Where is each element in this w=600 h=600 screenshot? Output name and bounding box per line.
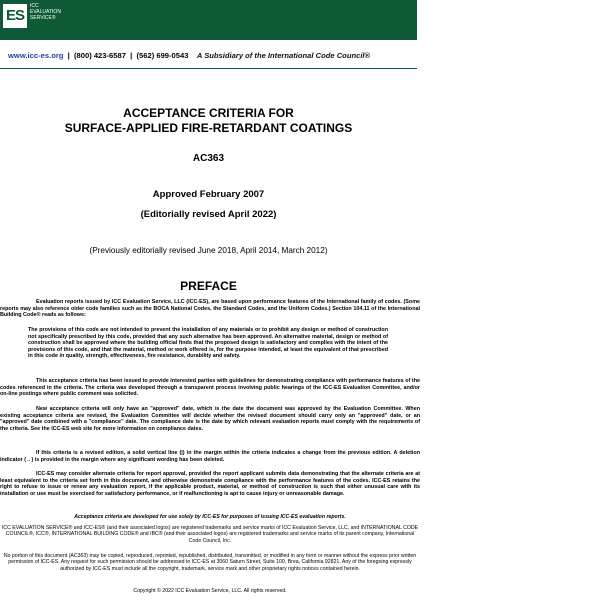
- phone-1: (800) 423-6587: [74, 51, 126, 60]
- preface-paragraph-1: Evaluation reports issued by ICC Evaluation Service, LLC (ICC-ES), are based upon performance features of the International family of codes. (Some reports may also reference older code families such as the BOCA National Codes, the Standard Codes, and the Uniform Codes.) Section 104.11 of the International Building Code® reads as follows:: [0, 299, 420, 318]
- usage-note: Acceptance criteria are developed for use solely by ICC-ES for purposes of issuing ICC-ES evaluation reports.: [74, 514, 346, 520]
- contact-line: www.icc-es.org | (800) 423-6587 | (562) 699-0543 A Subsidiary of the International Code Council®: [8, 51, 371, 60]
- revised-date: (Editorially revised April 2022): [140, 209, 277, 220]
- icc-es-logo-icon: ES: [3, 4, 27, 28]
- document-code: AC363: [192, 153, 225, 164]
- logo-line: EVALUATION: [30, 9, 61, 15]
- header-divider: [0, 68, 417, 69]
- reproduction-notice: No portion of this document (AC363) may be copied, reproduced, reprinted, republished, distributed, transmitted, or modified in any form or manner without the express prior written permission of ICC-ES. Any request for such permission should be addressed to ICC-ES at 3060 Saturn Street, Suite 100, Brea, California 92821. Any of the foregoing expressly authorized by ICC-ES must include all the copyright, trademark, service mark and other proprietary rights notices contained herein.: [3, 553, 417, 572]
- code-quote: The provisions of this code are not intended to prevent the installation of any materials or to prohibit any design or method of construction not specifically prescribed by this code, provided that any such alternative has been approved. An alternative material, design or method of construction shall be approved where the building official finds that the proposed design is satisfactory and complies with the intent of the provisions of this code, and that the material, method or work offered is, for the purpose intended, at least the equivalent of that prescribed in this code in quality, strength, effectiveness, fire resistance, durability and safety.: [28, 327, 388, 359]
- header-banner: [0, 0, 417, 40]
- preface-heading: PREFACE: [180, 279, 237, 293]
- preface-paragraph-4: If this criteria is a revised edition, a solid vertical line (|) in the margin within the criteria indicates a change from the previous edition. A deletion indicator (→) is provided in the margin where any significant wording has been deleted.: [0, 450, 420, 463]
- preface-paragraph-5: ICC-ES may consider alternate criteria for report approval, provided the report applicant submits data demonstrating that the alternate criteria are at least equivalent to the criteria set forth in this document, and otherwise demonstrate compliance with the performance features of the codes. ICC-ES retains the right to refuse to issue or renew any evaluation report, if the applicable product, material, or method of construction is such that either unusual care with its installation or use must be exercised for satisfactory performance, or if malfunctioning is apt to cause injury or unreasonable damage.: [0, 471, 420, 497]
- preface-paragraph-2: This acceptance criteria has been issued to provide interested parties with guidelines for demonstrating compliance with performance features of the codes referenced in the criteria. The criteria was developed through a transparent process involving public hearings of the ICC-ES Evaluation Committee, and/or on-line postings where public comment was solicited.: [0, 378, 420, 397]
- preface-paragraph-3: New acceptance criteria will only have an "approved" date, which is the date the document was approved by the Evaluation Committee. When existing acceptance criteria are revised, the Evaluation Committee will decide whether the revised document should carry only an "approved" date, or an "approved" date combined with a "compliance" date. The compliance date is the date by which relevant evaluation reports must comply with the requirements of the criteria. See the ICC-ES web site for more information on compliance dates.: [0, 406, 420, 432]
- logo-line: ICC: [30, 3, 39, 9]
- phone-2: (562) 699-0543: [136, 51, 189, 60]
- logo-caption: [30, 3, 90, 21]
- trademark-notice: ICC EVALUATION SERVICE® and ICC-ES® (and their associated logos) are registered trademarks and service marks of ICC Evaluation Service, LLC, and INTERNATIONAL CODE COUNCIL®, ICC®, INTERNATIONAL BUILDING CODE® and IBC® (and their associated logos) are registered trademarks and service marks of its parent company, International Code Council, Inc.: [1, 525, 419, 544]
- approved-date: Approved February 2007: [152, 189, 265, 200]
- title-line-2: SURFACE-APPLIED FIRE-RETARDANT COATINGS: [64, 121, 353, 135]
- subsidiary-note: A Subsidiary of the International Code Council®: [196, 51, 371, 60]
- previous-revisions: (Previously editorially revised June 2018, April 2014, March 2012): [89, 246, 328, 255]
- logo-line: SERVICE®: [30, 15, 56, 21]
- title-line-1: ACCEPTANCE CRITERIA FOR: [123, 106, 294, 120]
- website-link[interactable]: www.icc-es.org: [8, 51, 64, 60]
- copyright-notice: Copyright © 2022 ICC Evaluation Service, LLC. All rights reserved.: [133, 588, 287, 594]
